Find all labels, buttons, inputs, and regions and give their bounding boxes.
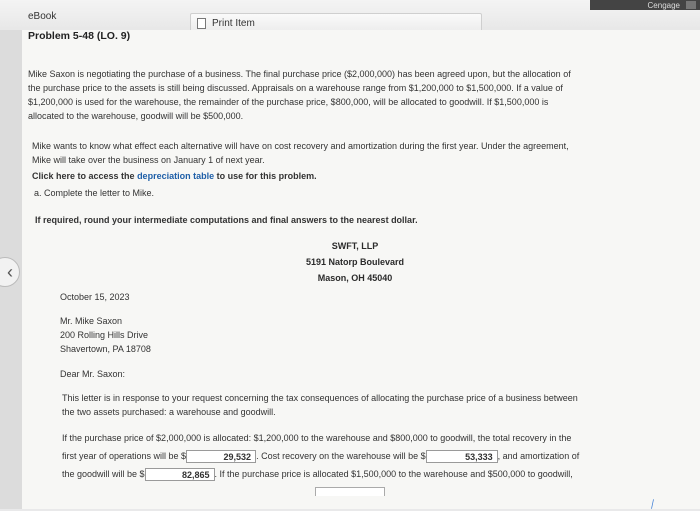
intro-line: $1,200,000 is used for the warehouse, the remainder of the purchase price, $800,000, will be allocated to goodwill. If $1,500,000 is — [28, 97, 549, 107]
print-item-label: Print Item — [212, 17, 255, 29]
recipient-street: 200 Rolling Hills Drive — [60, 330, 149, 340]
body-line-with-answers — [62, 465, 692, 483]
next-answer-input[interactable] — [315, 487, 385, 496]
print-icon — [197, 18, 206, 29]
body-line: the two assets purchased: a warehouse and goodwill. — [62, 407, 276, 417]
intro-line: the purchase price to the assets is still being discussed. Appraisals on a warehouse range from $1,200,000 to $1,500,000. If a value of — [28, 83, 563, 93]
firm-name: SWFT, LLP — [331, 241, 379, 251]
firm-street: 5191 Natorp Boulevard — [305, 257, 405, 267]
depreciation-table-link[interactable]: depreciation table — [137, 171, 215, 181]
problem-question — [32, 139, 682, 167]
problem-title: Problem 5-48 (LO. 9) — [28, 30, 131, 42]
brand-text: Cengage — [647, 0, 680, 10]
checkmark-icon: ⁄ — [649, 497, 657, 511]
letter-body-1 — [62, 391, 682, 419]
brand-logo-icon — [686, 1, 696, 9]
body-text: the goodwill will be $ — [62, 469, 145, 479]
instruction-suffix: to use for this problem. — [214, 171, 317, 181]
firm-city: Mason, OH 45040 — [317, 273, 393, 283]
body-text: . Cost recovery on the warehouse will be $ — [256, 451, 426, 461]
letter-body-2 — [62, 429, 692, 483]
salutation: Dear Mr. Saxon: — [60, 369, 126, 379]
recipient-city: Shavertown, PA 18708 — [60, 344, 151, 354]
question-line: Mike wants to know what effect each alternative will have on cost recovery and amortization during the first year. Under the agreement, — [32, 141, 569, 151]
intro-line: allocated to the warehouse, goodwill will be $500,000. — [28, 111, 244, 121]
firm-address — [250, 238, 460, 286]
intro-line: Mike Saxon is negotiating the purchase of a business. The final purchase price ($2,000,000) has been agreed upon, but the allocation of — [28, 69, 571, 79]
body-line: This letter is in response to your request concerning the tax consequences of allocating the purchase price of a business between — [62, 393, 578, 403]
instruction-prefix: Click here to access the — [32, 171, 138, 181]
letter-date: October 15, 2023 — [60, 292, 130, 302]
total-recovery-input[interactable]: 29,532 — [186, 450, 256, 463]
warehouse-recovery-input[interactable]: 53,333 — [426, 450, 498, 463]
chevron-left-icon: ‹ — [7, 261, 13, 282]
recipient-address — [60, 314, 151, 356]
body-text: first year of operations will be $ — [62, 451, 187, 461]
body-text: , and amortization of — [497, 451, 580, 461]
recipient-name: Mr. Mike Saxon — [60, 316, 123, 326]
rounding-note: If required, round your intermediate computations and final answers to the nearest dollar. — [35, 215, 418, 225]
body-line: If the purchase price of $2,000,000 is allocated: $1,200,000 to the warehouse and $800,000 to goodwill, the total recovery in the — [62, 433, 572, 443]
goodwill-amortization-input[interactable]: 82,865 — [145, 468, 215, 481]
part-a-label: a. Complete the letter to Mike. — [34, 188, 155, 198]
problem-intro — [28, 67, 678, 123]
body-line-with-answers — [62, 447, 692, 465]
question-line: Mike will take over the business on January 1 of next year. — [32, 155, 265, 165]
depreciation-table-instruction — [32, 169, 317, 183]
top-right-brand-area — [590, 0, 700, 10]
body-text: . If the purchase price is allocated $1,500,000 to the warehouse and $500,000 to goodwill, — [214, 469, 573, 479]
ebook-link[interactable]: eBook — [28, 11, 57, 22]
